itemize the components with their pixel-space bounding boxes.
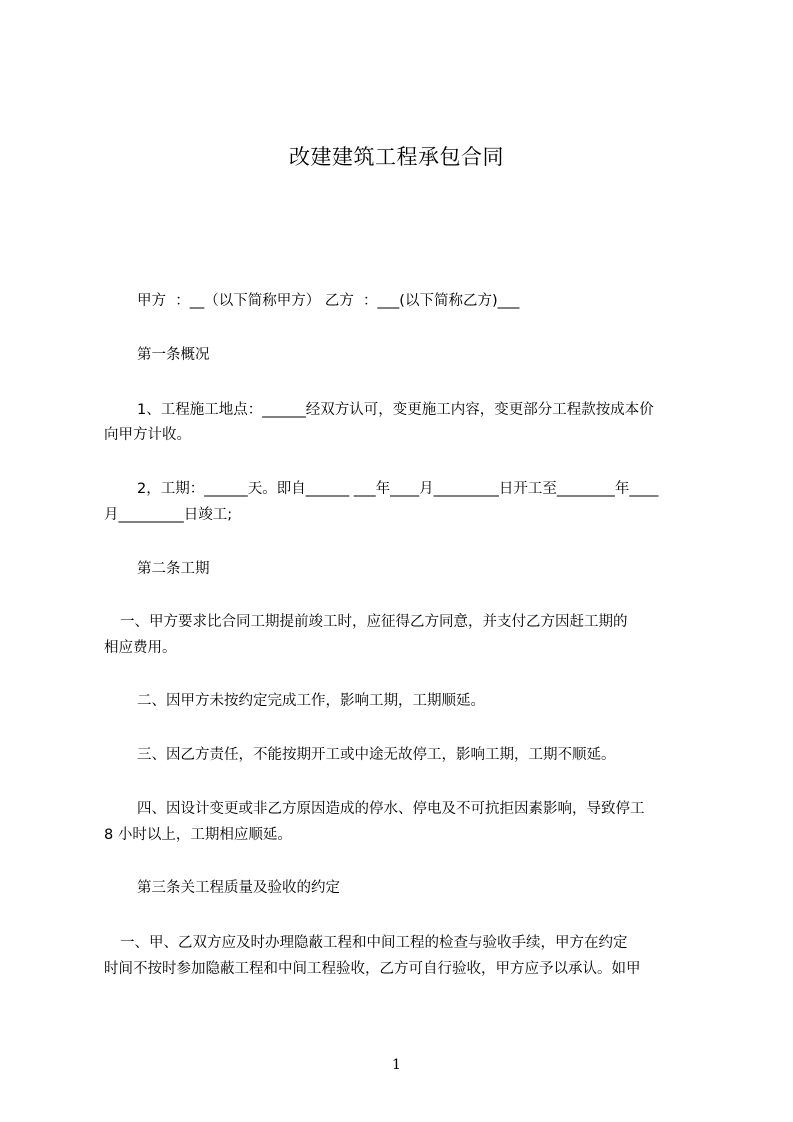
article3-heading: 第三条关工程质量及验收的约定 [137, 880, 340, 896]
document-title: 改建建筑工程承包合同 [289, 145, 504, 169]
item2-line2: 月_________日竣工; [104, 507, 233, 523]
clause4-line1: 四、因设计变更或非乙方原因造成的停水、停电及不可抗拒因素影响，导致停工 [137, 801, 645, 817]
clause5-line1: 一、甲、乙双方应及时办理隐蔽工程和中间工程的检查与验收手续，甲方在约定 [120, 935, 628, 951]
clause1-line2: 相应费用。 [104, 640, 177, 656]
item1-line1: 1、工程施工地点：______经双方认可，变更施工内容，变更部分工程款按成本价 [137, 402, 654, 418]
item2-line1: 2，工期：______天。即自______ ___年____月_________日开工至________年____ [137, 481, 659, 497]
article1-heading: 第一条概况 [137, 347, 210, 363]
item1-line2: 向甲方计收。 [104, 427, 191, 443]
clause1-line1: 一、甲方要求比合同工期提前竣工时，应征得乙方同意，并支付乙方因赶工期的 [120, 614, 628, 630]
clause2-text: 二、因甲方未按约定完成工作，影响工期，工期顺延。 [137, 693, 485, 709]
article2-heading: 第二条工期 [137, 561, 210, 577]
page-number: 1 [392, 1057, 401, 1073]
parties-line: 甲方 ：__（以下简称甲方） 乙方 ：___(以下简称乙方)___ [137, 293, 520, 309]
clause5-line2: 时间不按时参加隐蔽工程和中间工程验收，乙方可自行验收，甲方应予以承认。如甲 [104, 961, 641, 977]
clause3-text: 三、因乙方责任，不能按期开工或中途无故停工，影响工期，工期不顺延。 [137, 747, 616, 763]
clause4-line2: 8 小时以上，工期相应顺延。 [104, 827, 292, 843]
